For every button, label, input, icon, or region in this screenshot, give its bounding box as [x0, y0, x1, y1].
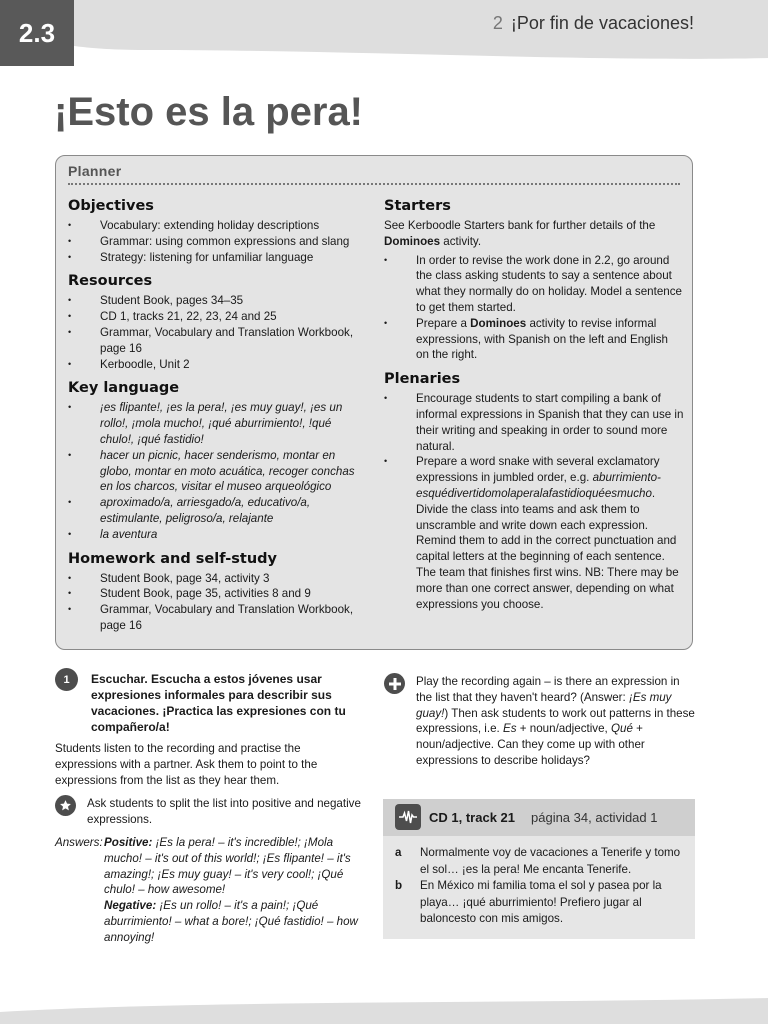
key-language-heading: Key language — [68, 380, 180, 397]
negative-answers: ¡Es un rollo! – it's a pain!; ¡Qué aburrimiento! – what a bore!; ¡Qué fastidio! – how annoying! — [104, 899, 358, 944]
list-item: • CD 1, tracks 21, 22, 23, 24 and 25 — [68, 309, 368, 325]
cd-track-reference: página 34, actividad 1 — [531, 810, 658, 825]
plus-icon — [384, 673, 405, 694]
homework-heading: Homework and self-study — [68, 550, 277, 567]
positive-answers: ¡Es la pera! – it's incredible!; ¡Mola mucho! – it's out of this world!; ¡Es flipante! – it's amazing!; ¡Es muy guay! – it's very cool!; ¡Qué chulo! – how awesome! — [104, 836, 351, 897]
starters-list — [384, 253, 684, 364]
list-item: • Student Book, page 35, activities 8 and 9 — [68, 586, 368, 602]
starters-intro-text: See Kerboodle Starters bank for further details of the — [384, 219, 656, 232]
word-snake: aburrimiento-esquédivertidomolaperalafastidioquéesmucho — [416, 471, 661, 500]
objectives-heading: Objectives — [68, 198, 154, 214]
page-title: ¡Esto es la pera! — [54, 90, 364, 134]
planner-label: Planner — [68, 163, 122, 179]
key-language-list — [68, 400, 368, 542]
plus-note-text: + noun/adjective. Can they come up with other expressions to describe holidays? — [416, 722, 645, 767]
dominoes-term: Dominoes — [470, 316, 527, 330]
star-note: Ask students to split the list into positive and negative expressions. — [87, 797, 361, 826]
list-item — [384, 316, 684, 363]
chapter-title: ¡Por fin de vacaciones! — [510, 13, 694, 33]
list-item: • Kerboodle, Unit 2 — [68, 357, 368, 373]
answers-block — [55, 835, 365, 946]
list-item: • Grammar, Vocabulary and Translation Workbook, page 16 — [68, 602, 368, 634]
resources-list — [68, 293, 368, 372]
list-item-text: . Divide the class into teams and ask them to unscramble and write down each expression. Remind them to add in the correct punctuation and capital letters at the beginning of each sentence. The team that finishes first wins. NB: There may be more than one correct answer, depending on what expressions you choose. — [416, 486, 679, 611]
list-item: • Student Book, pages 34–35 — [68, 293, 368, 309]
answers-negative — [55, 898, 365, 945]
list-item: • Strategy: listening for unfamiliar language — [68, 250, 368, 266]
dominoes-term: Dominoes — [384, 234, 441, 248]
list-item: • Encourage students to start compiling a bank of informal expressions in Spanish that they can use in their writing and speaking in order to sound more natural. — [384, 391, 684, 454]
list-item: • Grammar, Vocabulary and Translation Workbook, page 16 — [68, 325, 368, 357]
activity-description: Students listen to the recording and practise the expressions with a partner. Ask them to point to the expressions from the list as they hear them. — [55, 742, 318, 787]
list-item: • Vocabulary: extending holiday descriptions — [68, 218, 368, 234]
starters-intro-text: activity. — [443, 234, 482, 248]
list-item: • Student Book, page 34, activity 3 — [68, 571, 368, 587]
list-item-text: Prepare a — [416, 316, 467, 330]
activity-number-badge: 1 — [55, 668, 78, 691]
planner-left-column — [68, 196, 368, 640]
plenaries-heading: Plenaries — [384, 371, 461, 388]
cd-transcript-box — [383, 799, 695, 939]
plus-note-text: Play the recording again – is there an expression in the list that they haven't heard? (Answer: — [416, 675, 680, 704]
answers-label: Answers: — [55, 836, 103, 849]
positive-label: Positive: — [104, 836, 153, 849]
chapter-number: 2 — [492, 13, 503, 33]
audio-wave-icon — [395, 804, 421, 830]
list-item-text: Prepare a word snake with several exclamatory expressions in jumbled order, e.g. — [416, 455, 660, 485]
plus-note-italic: Es — [503, 722, 517, 736]
starters-intro — [384, 218, 684, 250]
starters-heading: Starters — [384, 198, 451, 214]
objectives-list — [68, 218, 368, 265]
plus-note-text: ) Then ask students to work out patterns in these expressions, i.e. — [416, 706, 695, 736]
transcript-row — [395, 878, 685, 928]
section-number: 2.3 — [0, 0, 74, 66]
list-item: • ¡es flipante!, ¡es la pera!, ¡es muy guay!, ¡es un rollo!, ¡mola mucho!, ¡qué aburrimiento!, !qué chulo!, ¡qué fastidio! — [68, 400, 368, 447]
plenaries-list — [384, 391, 684, 612]
list-item-text: activity to revise informal expressions, with Spanish on the left and English on the right. — [416, 316, 668, 362]
transcript-text: Normalmente voy de vacaciones a Tenerife y tomo el sol… ¡es la pera! Me encanta Tenerife. — [420, 846, 681, 876]
plus-note-text: + noun/adjective, — [519, 722, 608, 736]
chapter-heading — [493, 13, 694, 34]
list-item: • la aventura — [68, 527, 368, 543]
footer-wave-shape — [0, 990, 768, 1024]
star-icon — [55, 795, 76, 816]
transcript-row — [395, 845, 685, 878]
cd-header — [383, 799, 695, 836]
transcript-label: a — [395, 846, 402, 859]
list-item: • aproximado/a, arriesgado/a, educativo/a, estimulante, peligroso/a, relajante — [68, 495, 368, 527]
cd-track-title: CD 1, track 21 — [429, 810, 515, 825]
footer-band — [0, 990, 768, 1024]
planner-divider — [68, 183, 680, 185]
answers-positive — [55, 835, 365, 898]
homework-list — [68, 571, 368, 634]
planner-box — [55, 155, 693, 650]
resources-heading: Resources — [68, 273, 153, 290]
list-item — [384, 454, 684, 612]
planner-right-column — [384, 196, 684, 618]
plus-note-italic: Qué — [611, 722, 633, 736]
list-item: • hacer un picnic, hacer senderismo, montar en globo, montar en moto acuática, recoger conchas en los charcos, visitar el museo arqueológico — [68, 448, 368, 495]
activity-instruction: Escuchar. Escucha a estos jóvenes usar expresiones informales para describir sus vacaciones. ¡Practica las expresiones con tu compañero/a! — [91, 672, 346, 734]
negative-label: Negative: — [104, 899, 157, 913]
plus-note-italic: ¡Es muy guay! — [416, 690, 672, 720]
transcript-text: En México mi familia toma el sol y pasea por la playa… ¡qué aburrimiento! Prefiero jugar al baloncesto con mis amigos. — [420, 879, 662, 926]
list-item: • In order to revise the work done in 2.2, go around the class asking students to say a sentence about what they normally do on holiday. Model a sentence to get them started. — [384, 253, 684, 316]
transcript-label: b — [395, 879, 403, 892]
list-item: • Grammar: using common expressions and slang — [68, 234, 368, 250]
plus-note — [416, 674, 696, 769]
